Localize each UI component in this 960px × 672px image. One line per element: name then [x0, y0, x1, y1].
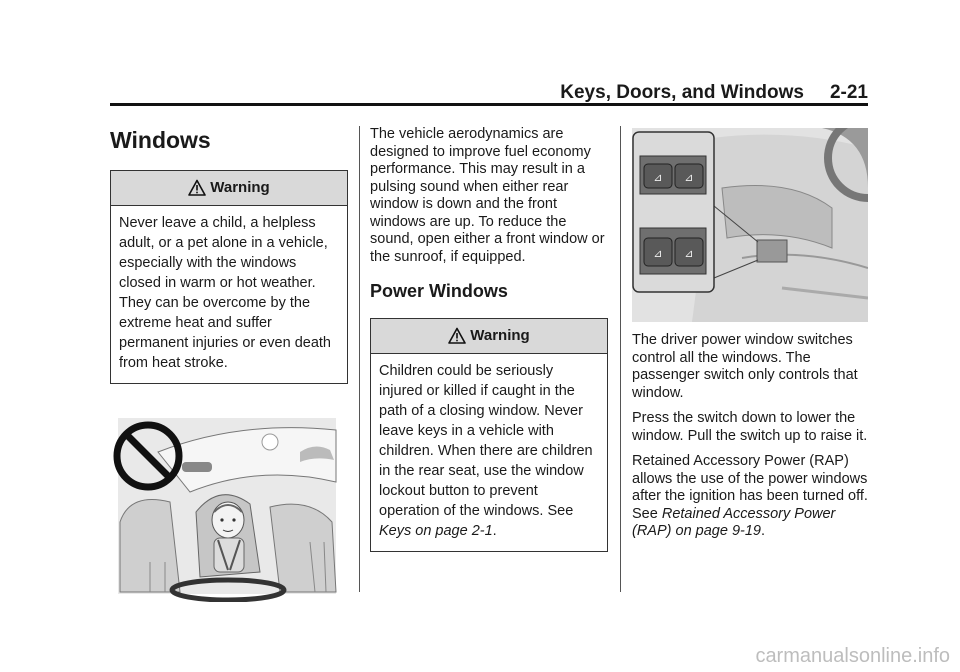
svg-text:⊿: ⊿	[684, 247, 694, 260]
section-title-power-windows: Power Windows	[370, 281, 508, 301]
power-window-switch-illustration	[632, 128, 868, 322]
press-switch-paragraph: Press the switch down to lower the window. Pull the switch up to raise it.	[632, 410, 868, 444]
driver-switch-paragraph: The driver power window switches control all the windows. The passenger switch only controls that window.	[632, 332, 858, 401]
child-in-car-illustration	[110, 412, 348, 602]
watermark: carmanualsonline.info	[755, 645, 950, 667]
warning-label: Warning	[470, 327, 530, 345]
warning-box-children	[370, 318, 608, 552]
aerodynamics-paragraph: The vehicle aerodynamics are designed to improve fuel economy performance. This may result in a pulsing sound when either rear window is down and the front windows are up. To reduce the sound, open either a front window or the sunroof, if equipped.	[370, 126, 605, 265]
warning-text-end: .	[492, 523, 497, 539]
page-number: 2-21	[829, 82, 868, 103]
column-3	[632, 126, 868, 541]
warning-text: Never leave a child, a helpless adult, or a pet alone in a vehicle, especially with the windows closed in warm or hot weather. They can be overcome by the extreme heat and suffer permanent injuries or even death from heat stroke.	[119, 215, 331, 371]
warning-text	[371, 354, 607, 551]
svg-text:⊿: ⊿	[653, 171, 663, 184]
header-rule	[110, 103, 868, 106]
rap-paragraph	[632, 453, 868, 541]
warning-box-heat	[110, 170, 348, 384]
keys-page-reference[interactable]: Keys on page 2-1	[379, 523, 493, 539]
warning-header	[371, 319, 607, 354]
rap-page-reference[interactable]: Retained Accessory Power (RAP) on page 9-19	[632, 505, 836, 539]
svg-text:⊿: ⊿	[653, 247, 663, 260]
chapter-title: Keys, Doors, and Windows	[560, 82, 804, 103]
warning-icon	[188, 179, 206, 197]
column-divider-1	[359, 126, 360, 592]
column-divider-2	[620, 126, 621, 592]
column-2	[370, 126, 608, 552]
column-1	[110, 126, 348, 602]
rap-text: Retained Accessory Power (RAP) allows the use of the power windows after the ignition has been turned off. See	[632, 453, 868, 522]
rap-text-end: .	[760, 523, 765, 539]
warning-text-body: Children could be seriously injured or killed if caught in the path of a closing window. Never leave keys in a vehicle with children. When there are children in the rear seat, use the window lockout button to prevent operation of the windows. See	[379, 363, 593, 519]
warning-header	[111, 171, 347, 206]
section-title-windows: Windows	[110, 127, 211, 153]
warning-icon	[448, 327, 466, 345]
svg-text:⊿: ⊿	[684, 171, 694, 184]
warning-label: Warning	[210, 179, 270, 197]
